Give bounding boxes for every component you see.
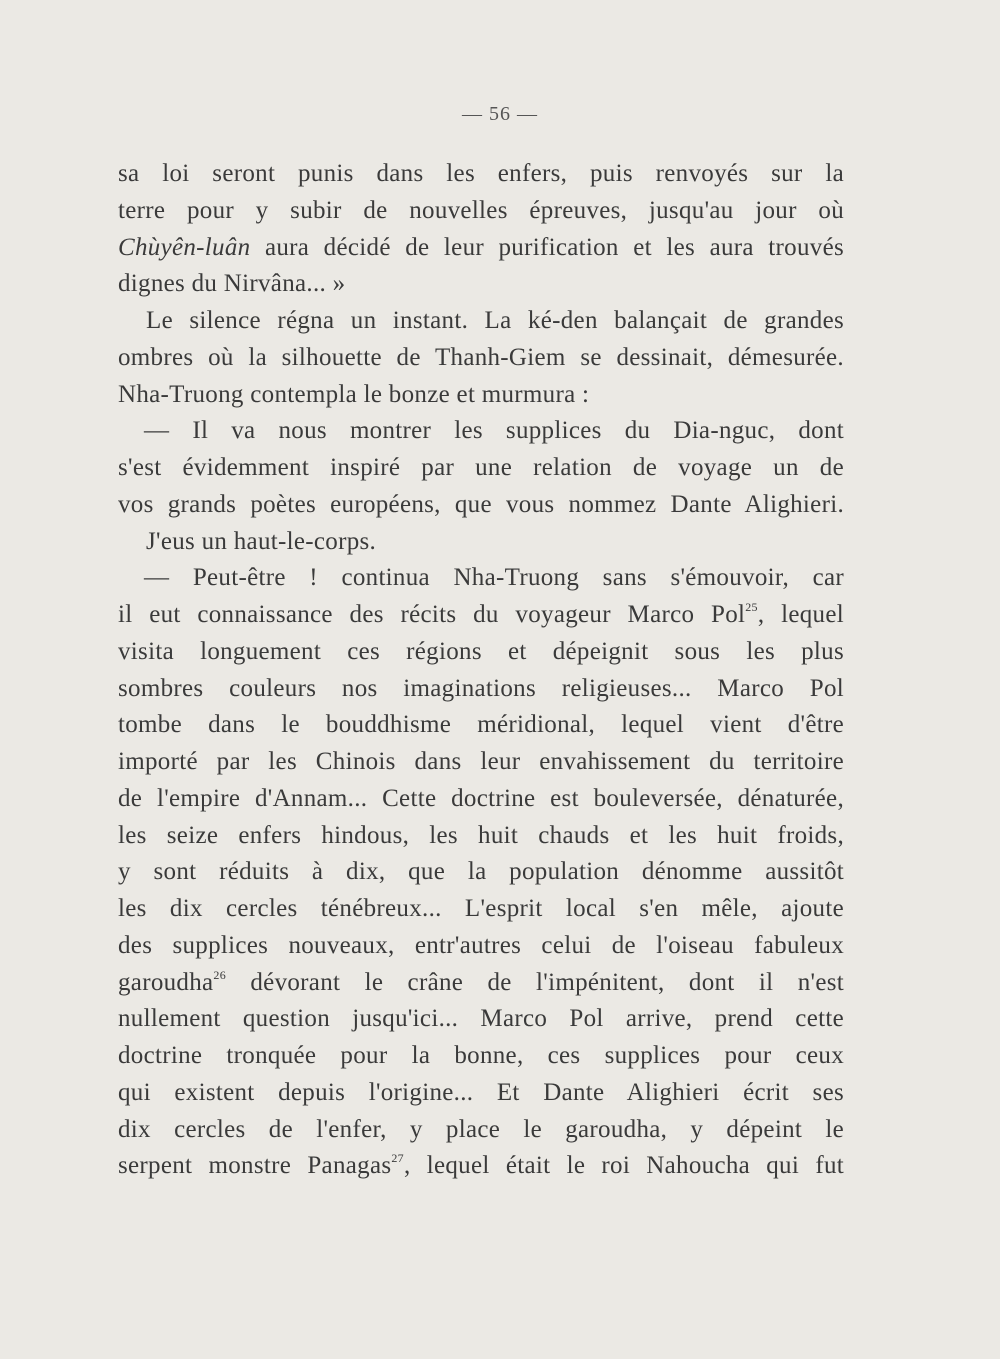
text-line: qui existent depuis l'origine... Et Dante Alighieri écrit ses (118, 1078, 844, 1106)
text-line: Nha-Truong contempla le bonze et murmura : (118, 380, 590, 408)
text-line: dix cercles de l'enfer, y place le garoudha, y dépeint le (118, 1115, 844, 1143)
text-line: des supplices nouveaux, entr'autres celui de l'oiseau fabuleux (118, 931, 844, 959)
text-line: il eut connaissance des récits du voyageur Marco Pol$^{25}$, lequel (118, 600, 844, 628)
text-line: tombe dans le bouddhisme méridional, lequel vient d'être (118, 711, 844, 739)
text-line: les seize enfers hindous, les huit chauds et les huit froids, (118, 821, 844, 849)
text-line: — Il va nous montrer les supplices du Dia-nguc, dont (144, 417, 844, 445)
text-line: sombres couleurs nos imaginations religieuses... Marco Pol (118, 674, 844, 702)
text-line: — Peut-être ! continua Nha-Truong sans s'émouvoir, car (144, 564, 844, 592)
text-line: Chùyên-luân aura décidé de leur purification et les aura trouvés (118, 233, 844, 261)
text-line: terre pour y subir de nouvelles épreuves, jusqu'au jour où (118, 196, 844, 224)
text-line: importé par les Chinois dans leur envahissement du territoire (118, 748, 844, 775)
text-line: doctrine tronquée pour la bonne, ces supplices pour ceux (118, 1042, 844, 1069)
footnote-marker: 26 (213, 967, 227, 982)
text-line: y sont réduits à dix, que la population dénomme aussitôt (118, 858, 844, 886)
text-line: visita longuement ces régions et dépeignit sous les plus (118, 637, 844, 665)
body-text (118, 156, 844, 1185)
text-line: vos grands poètes européens, que vous nommez Dante Alighieri. (118, 490, 844, 518)
footnote-marker: 25 (745, 600, 758, 614)
italic-term: Chùyên-luân (118, 233, 251, 261)
text-line: s'est évidemment inspiré par une relation de voyage un de (118, 454, 844, 481)
text-line: sa loi seront punis dans les enfers, puis renvoyés sur la (118, 160, 844, 187)
text-line: ombres où la silhouette de Thanh-Giem se dessinait, démesurée. (118, 343, 844, 371)
page-number: — 56 — (462, 103, 538, 125)
text-line: de l'empire d'Annam... Cette doctrine est bouleversée, dénaturée, (118, 784, 844, 812)
text-line: nullement question jusqu'ici... Marco Pol arrive, prend cette (118, 1005, 844, 1033)
text-line: les dix cercles ténébreux... L'esprit local s'en mêle, ajoute (118, 895, 844, 922)
text-line: Le silence régna un instant. La ké-den balançait de grandes (146, 307, 844, 334)
text-line: serpent monstre Panagas$^{27}$, lequel était le roi Nahoucha qui fut (118, 1151, 844, 1180)
text-line: garoudha$^{26}$ dévorant le crâne de l'impénitent, dont il n'est (118, 967, 844, 996)
text-line: dignes du Nirvâna... » (118, 270, 346, 298)
text-line: J'eus un haut-le-corps. (146, 527, 377, 555)
footnote-marker: 27 (391, 1151, 404, 1166)
